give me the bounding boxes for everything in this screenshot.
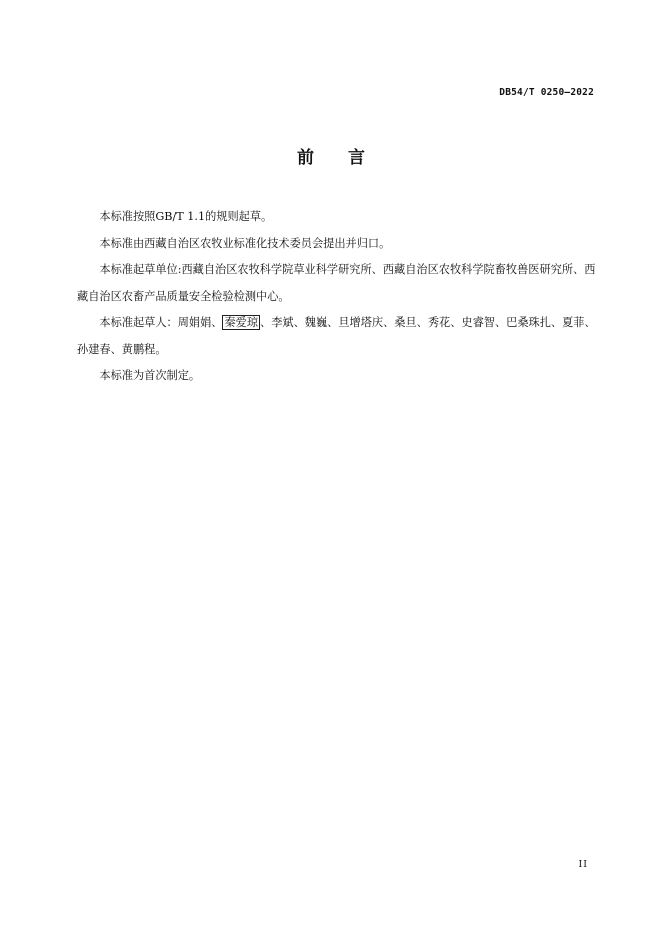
page-number: II xyxy=(578,859,588,870)
document-code: DB54/T 0250—2022 xyxy=(499,87,594,98)
highlighted-drafter-name: 秦爱琼 xyxy=(224,316,259,329)
page-title xyxy=(0,143,662,168)
drafters-suffix: 、李斌、魏巍、旦增塔庆、桑旦、秀花、史睿智、巴桑珠扎、夏菲、孙建春、黄鹏程。 xyxy=(77,316,596,356)
paragraph-first-edition: 本标准为首次制定。 xyxy=(99,369,201,382)
drafters-prefix: 本标准起草人：周娟娟、 xyxy=(99,316,223,329)
paragraph-drafters xyxy=(77,310,602,363)
preface-body xyxy=(77,204,602,390)
paragraph-drafting-units: 本标准起草单位:西藏自治区农牧科学院草业科学研究所、西藏自治区农牧科学院畜牧兽医研究所、西藏自治区农畜产品质量安全检验检测中心。 xyxy=(77,263,596,303)
paragraph-proposer: 本标准由西藏自治区农牧业标准化技术委员会提出并归口。 xyxy=(99,236,391,250)
paragraph-drafting-rules: 本标准按照GB/T 1.1的规则起草。 xyxy=(99,210,273,223)
title-char-2: 言 xyxy=(348,148,365,168)
title-char-1: 前 xyxy=(297,148,314,168)
